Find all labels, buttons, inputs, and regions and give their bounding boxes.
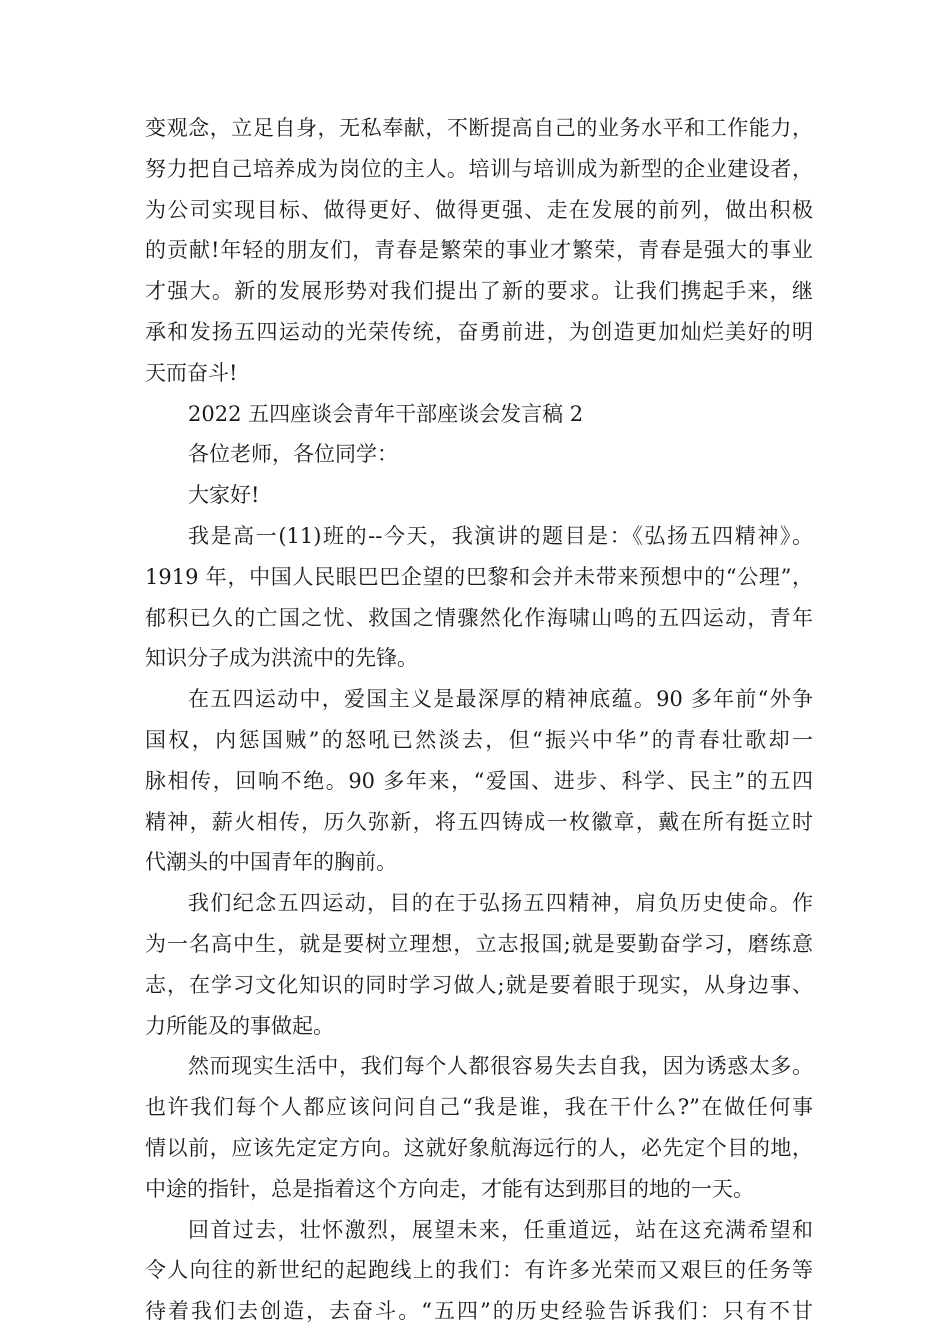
text-line: 努力把自己培养成为岗位的主人。培训与培训成为新型的企业建设者， — [145, 156, 813, 181]
text-line: 我们纪念五四运动，目的在于弘扬五四精神，肩负历史使命。作 — [188, 891, 813, 916]
document-body — [145, 108, 813, 1332]
text-line: 脉相传，回响不绝。90 多年来，“爱国、进步、科学、民主”的五四 — [145, 768, 813, 793]
text-line: 为公司实现目标、做得更好、做得更强、走在发展的前列，做出积极 — [145, 197, 813, 222]
text-line: 为一名高中生，就是要树立理想，立志报国;就是要勤奋学习，磨练意 — [145, 931, 813, 956]
text-line: 天而奋斗! — [145, 360, 238, 385]
text-line: 情以前，应该先定定方向。这就好象航海远行的人，必先定个目的地， — [145, 1135, 813, 1160]
text-line: 然而现实生活中，我们每个人都很容易失去自我，因为诱惑太多。 — [188, 1054, 813, 1079]
text-line: 回首过去，壮怀激烈，展望未来，任重道远，站在这充满希望和 — [188, 1217, 813, 1242]
text-line: 各位老师，各位同学： — [188, 442, 398, 467]
text-line: 大家好! — [188, 483, 260, 508]
text-line: 也许我们每个人都应该问问自己“我是谁，我在干什么?”在做任何事 — [145, 1095, 813, 1120]
text-line: 知识分子成为洪流中的先锋。 — [145, 646, 418, 671]
text-line: 承和发扬五四运动的光荣传统，奋勇前进，为创造更加灿烂美好的明 — [145, 319, 813, 344]
text-line: 2022 五四座谈会青年干部座谈会发言稿 2 — [188, 401, 584, 426]
text-line: 我是高一(11)班的--今天，我演讲的题目是：《弘扬五四精神》。 — [188, 523, 813, 548]
text-line: 的贡献!年轻的朋友们，青春是繁荣的事业才繁荣，青春是强大的事业 — [145, 238, 813, 263]
text-line: 令人向往的新世纪的起跑线上的我们：有许多光荣而又艰巨的任务等 — [145, 1258, 813, 1283]
text-line: 才强大。新的发展形势对我们提出了新的要求。让我们携起手来，继 — [145, 279, 813, 304]
text-line: 精神，薪火相传，历久弥新，将五四铸成一枚徽章，戴在所有挺立时 — [145, 809, 813, 834]
text-line: 国权，内惩国贼”的怒吼已然淡去，但“振兴中华”的青春壮歌却一 — [145, 727, 813, 752]
text-line: 待着我们去创造，去奋斗。“五四”的历史经验告诉我们：只有不甘 — [145, 1299, 813, 1324]
text-line: 在五四运动中，爱国主义是最深厚的精神底蕴。90 多年前“外争 — [188, 687, 813, 712]
text-line: 变观念，立足自身，无私奉献，不断提高自己的业务水平和工作能力， — [145, 116, 813, 140]
text-line: 志，在学习文化知识的同时学习做人;就是要着眼于现实，从身边事、 — [145, 972, 813, 997]
text-line: 中途的指针，总是指着这个方向走，才能有达到那目的地的一天。 — [145, 1176, 754, 1201]
text-line: 代潮头的中国青年的胸前。 — [145, 850, 397, 875]
text-line: 郁积已久的亡国之忧、救国之情骤然化作海啸山鸣的五四运动，青年 — [145, 605, 813, 630]
text-line: 1919 年，中国人民眼巴巴企望的巴黎和会并未带来预想中的“公理”， — [145, 564, 813, 589]
text-line: 力所能及的事做起。 — [145, 1013, 334, 1038]
